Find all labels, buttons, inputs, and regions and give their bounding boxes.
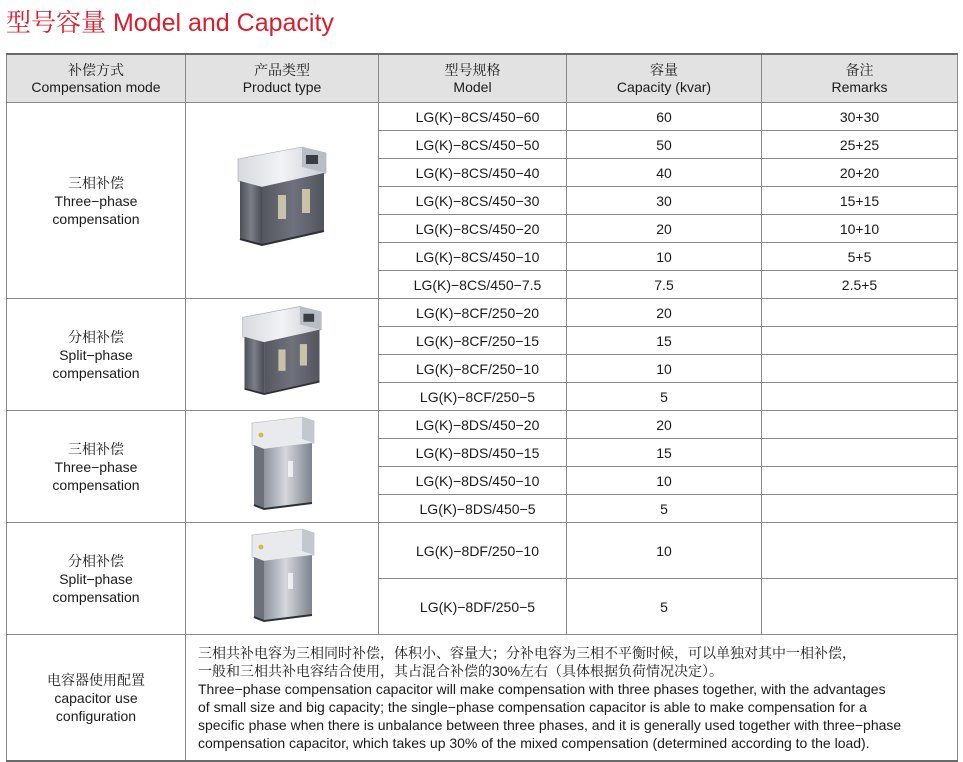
capacity-cell: 10 [567, 243, 762, 271]
capacity-cell: 10 [567, 467, 762, 495]
capacity-cell: 60 [567, 103, 762, 131]
capacity-cell: 20 [567, 411, 762, 439]
table-row [7, 103, 958, 131]
model-cell: LG(K)−8DS/450−20 [379, 411, 567, 439]
header-compensation-mode: 补偿方式 Compensation mode [7, 54, 186, 103]
remarks-cell [762, 299, 958, 327]
model-cell: LG(K)−8CS/450−40 [379, 159, 567, 187]
tall-capacitor-image [244, 527, 320, 627]
capacity-cell: 5 [567, 383, 762, 411]
capacity-cell: 7.5 [567, 271, 762, 299]
remarks-cell [762, 523, 958, 579]
capacity-cell: 10 [567, 355, 762, 383]
model-cell: LG(K)−8DS/450−10 [379, 467, 567, 495]
remarks-cell: 2.5+5 [762, 271, 958, 299]
table-header-row [7, 54, 958, 103]
remarks-cell [762, 439, 958, 467]
model-cell: LG(K)−8CS/450−20 [379, 215, 567, 243]
table-row [7, 411, 958, 439]
model-cell: LG(K)−8CS/450−30 [379, 187, 567, 215]
model-cell: LG(K)−8CS/450−50 [379, 131, 567, 159]
config-label-cell: 电容器使用配置 capacitor use configuration [7, 635, 186, 762]
product-image-cell [186, 523, 379, 635]
remarks-cell: 5+5 [762, 243, 958, 271]
model-cell: LG(K)−8CF/250−5 [379, 383, 567, 411]
header-remarks: 备注 Remarks [762, 54, 958, 103]
remarks-cell [762, 355, 958, 383]
capacity-cell: 50 [567, 131, 762, 159]
product-image-cell [186, 103, 379, 299]
capacity-cell: 5 [567, 495, 762, 523]
model-cell: LG(K)−8CF/250−20 [379, 299, 567, 327]
page-title: 型号容量 Model and Capacity [6, 9, 334, 37]
model-cell: LG(K)−8CS/450−10 [379, 243, 567, 271]
remarks-cell [762, 467, 958, 495]
capacity-cell: 40 [567, 159, 762, 187]
model-capacity-table [6, 53, 958, 762]
capacity-cell: 15 [567, 327, 762, 355]
remarks-cell [762, 495, 958, 523]
model-cell: LG(K)−8DF/250−5 [379, 579, 567, 635]
model-cell: LG(K)−8DS/450−15 [379, 439, 567, 467]
compensation-mode-cell: 三相补偿 Three−phase compensation [7, 411, 186, 523]
model-cell: LG(K)−8DF/250−10 [379, 523, 567, 579]
product-image-cell [186, 411, 379, 523]
model-cell: LG(K)−8CF/250−10 [379, 355, 567, 383]
model-cell: LG(K)−8CS/450−60 [379, 103, 567, 131]
wide-capacitor-image [232, 143, 332, 255]
table-row [7, 299, 958, 327]
model-cell: LG(K)−8DS/450−5 [379, 495, 567, 523]
remarks-cell [762, 411, 958, 439]
remarks-cell [762, 383, 958, 411]
capacity-cell: 10 [567, 523, 762, 579]
table-row [7, 523, 958, 579]
wide-capacitor-image [236, 303, 328, 403]
remarks-cell: 30+30 [762, 103, 958, 131]
remarks-cell: 25+25 [762, 131, 958, 159]
capacity-cell: 15 [567, 439, 762, 467]
header-model: 型号规格 Model [379, 54, 567, 103]
header-capacity: 容量 Capacity (kvar) [567, 54, 762, 103]
capacity-cell: 5 [567, 579, 762, 635]
model-cell: LG(K)−8CF/250−15 [379, 327, 567, 355]
remarks-cell [762, 327, 958, 355]
model-cell: LG(K)−8CS/450−7.5 [379, 271, 567, 299]
tall-capacitor-image [244, 415, 320, 515]
remarks-cell [762, 579, 958, 635]
capacity-cell: 20 [567, 299, 762, 327]
compensation-mode-cell: 分相补偿 Split−phase compensation [7, 299, 186, 411]
remarks-cell: 10+10 [762, 215, 958, 243]
config-description: 三相共补电容为三相同时补偿，体积小、容量大；分补电容为三相不平衡时候，可以单独对其中一相补偿， 一般和三相共补电容结合使用，其占混合补偿的30%左右（具体根据负荷情况决定）。 Three−phase compensation capacitor will make compensation with three phases together, with the advantages of small size and big capacity; the single−phase compensation capacitor is able to make compensation for a specific phase when there is unbalance between three phases, and it is generally used together with three−phase compensation capacitor, which takes up 30% of the mixed compensation (determined according to the load). [186, 635, 958, 762]
remarks-cell: 20+20 [762, 159, 958, 187]
header-product-type: 产品类型 Product type [186, 54, 379, 103]
product-image-cell [186, 299, 379, 411]
compensation-mode-cell: 分相补偿 Split−phase compensation [7, 523, 186, 635]
capacity-cell: 30 [567, 187, 762, 215]
config-row [7, 635, 958, 762]
remarks-cell: 15+15 [762, 187, 958, 215]
compensation-mode-cell: 三相补偿 Three−phase compensation [7, 103, 186, 299]
capacity-cell: 20 [567, 215, 762, 243]
